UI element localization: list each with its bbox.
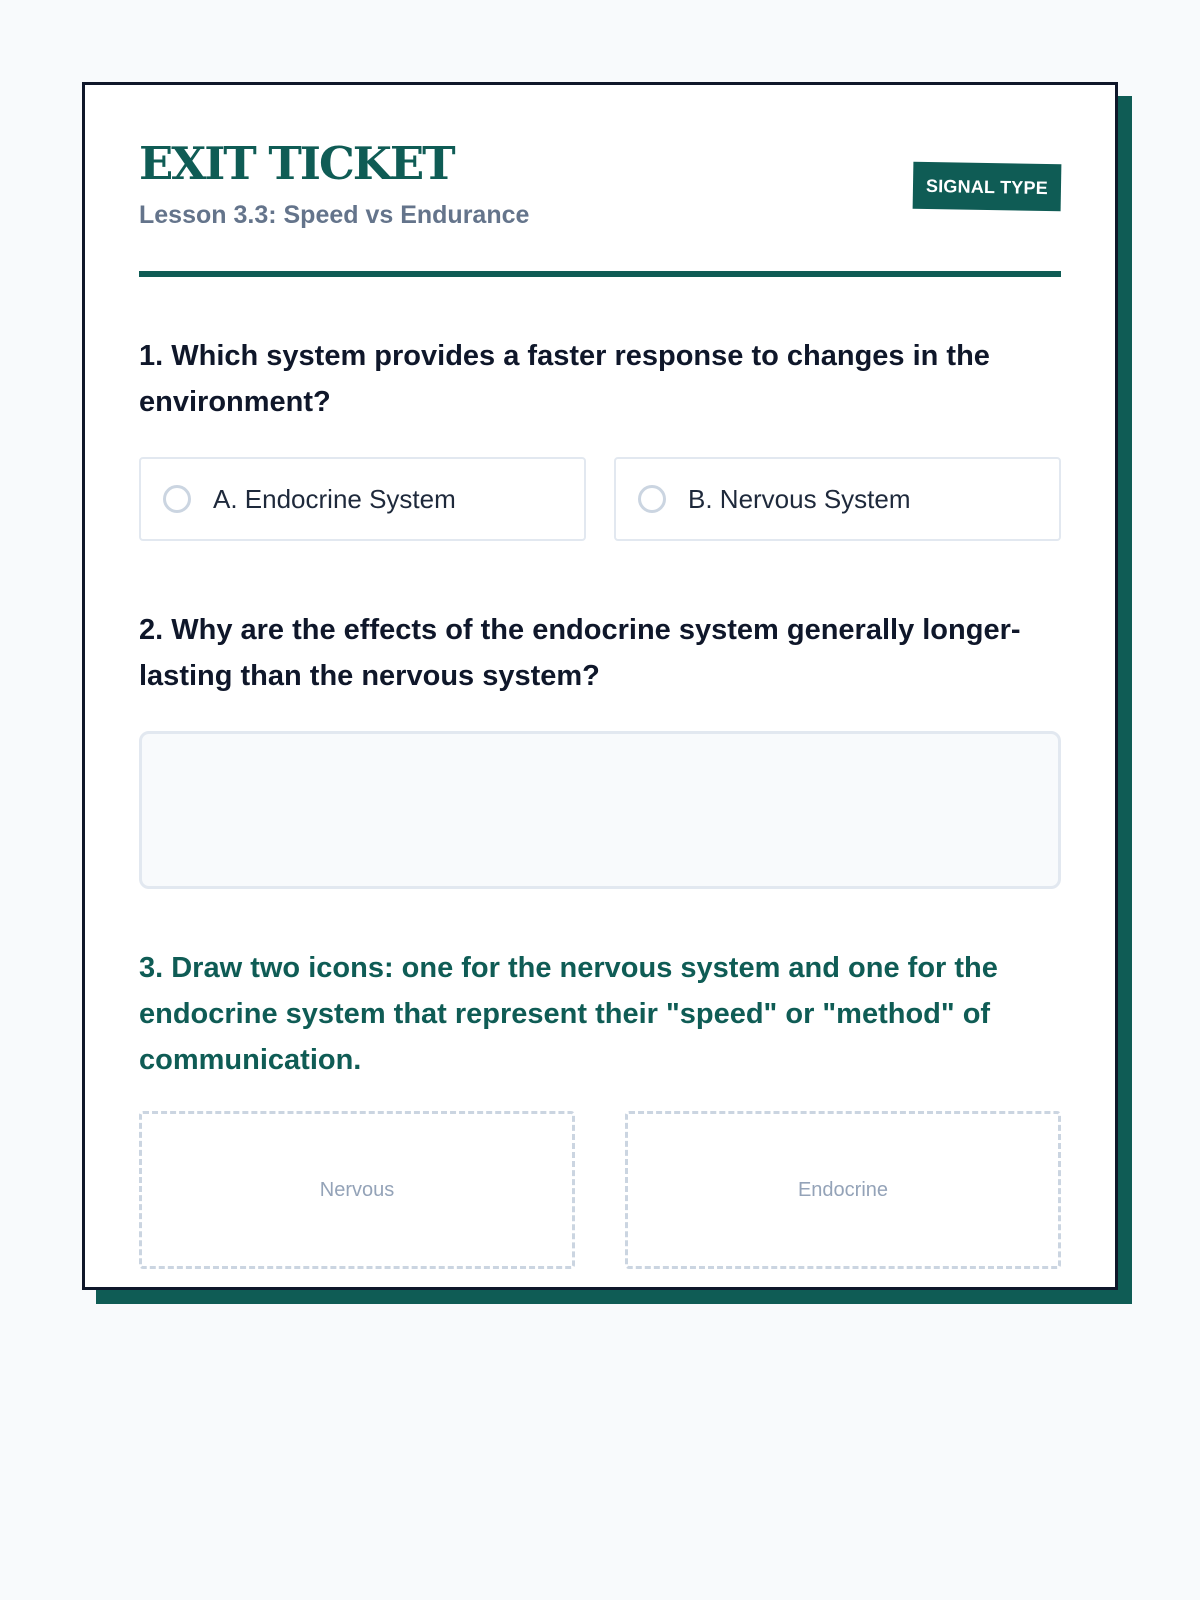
question-3-drawing-area	[139, 1111, 1061, 1269]
question-1: 1. Which system provides a faster response to changes in the environment?	[139, 340, 990, 418]
question-3: 3. Draw two icons: one for the nervous system and one for the endocrine system that represent their "speed" or "method" of communication.	[139, 952, 998, 1076]
question-1-options	[139, 457, 1061, 541]
option-b-nervous[interactable]	[614, 457, 1061, 541]
page-title: EXIT TICKET	[139, 137, 454, 190]
radio-button-icon[interactable]	[163, 485, 191, 513]
nervous-box-label: Nervous	[319, 1178, 395, 1201]
nervous-drawing-box[interactable]	[139, 1111, 575, 1269]
exit-ticket-card	[82, 82, 1118, 1290]
header-divider	[139, 271, 1061, 277]
question-2-answer-field[interactable]	[139, 731, 1061, 889]
option-a-label: A. Endocrine System	[213, 483, 456, 514]
signal-type-badge: SIGNAL TYPE	[913, 162, 1062, 212]
ticket-header	[139, 85, 1061, 271]
lesson-subtitle: Lesson 3.3: Speed vs Endurance	[139, 201, 530, 229]
radio-button-icon[interactable]	[638, 485, 666, 513]
endocrine-box-label: Endocrine	[797, 1178, 889, 1201]
option-a-endocrine[interactable]	[139, 457, 586, 541]
question-2: 2. Why are the effects of the endocrine system generally longer-lasting than the nervous system?	[139, 614, 1021, 692]
option-b-label: B. Nervous System	[688, 483, 911, 514]
endocrine-drawing-box[interactable]	[625, 1111, 1061, 1269]
